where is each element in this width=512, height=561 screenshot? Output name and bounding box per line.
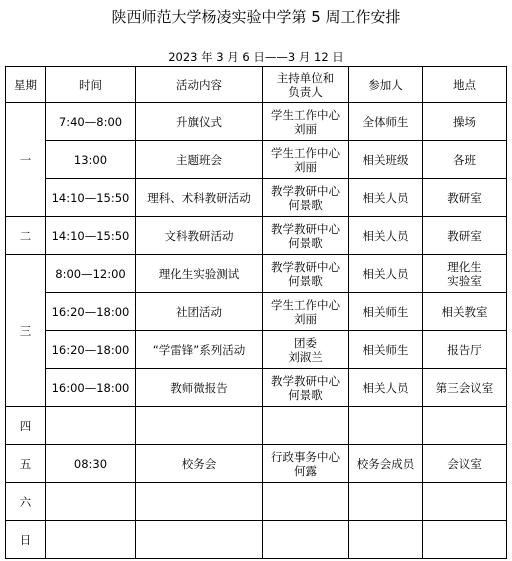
empty-cell [423,521,507,559]
empty-cell [46,483,136,521]
time-cell: 16:00—18:00 [46,369,136,407]
table-row [6,141,507,179]
attendees-cell: 相关人员 [349,179,423,217]
attendees-cell: 全体师生 [349,103,423,141]
host-cell [263,369,349,407]
table-row [6,331,507,369]
location-cell [423,255,507,293]
host-unit: 学生工作中心 [271,145,340,160]
header-host-line2: 负责人 [288,84,323,99]
attendees-cell: 校务会成员 [349,445,423,483]
location-cell: 操场 [423,103,507,141]
time-cell: 8:00—12:00 [46,255,136,293]
table-row [6,369,507,407]
day-cell-tuesday: 二 [6,217,46,255]
empty-cell [423,483,507,521]
header-day: 星期 [6,67,46,103]
content-cell: 校务会 [136,445,263,483]
table-row [6,217,507,255]
day-cell-friday: 五 [6,445,46,483]
attendees-cell: 相关师生 [349,293,423,331]
location-line2: 实验室 [447,273,482,288]
host-person: 刘丽 [294,121,317,136]
day-cell-wednesday: 三 [6,255,46,407]
empty-cell [263,407,349,445]
host-unit: 教学教研中心 [271,183,340,198]
host-person: 何景歌 [288,273,323,288]
location-cell: 相关教室 [423,293,507,331]
table-row [6,407,507,445]
page-title: 陕西师范大学杨凌实验中学第 5 周工作安排 [111,8,401,26]
day-cell-thursday: 四 [6,407,46,445]
empty-cell [263,483,349,521]
host-person: 刘丽 [294,159,317,174]
content-cell: 理科、术科教研活动 [136,179,263,217]
empty-cell [136,521,263,559]
header-content: 活动内容 [136,67,263,103]
content-cell: 主题班会 [136,141,263,179]
empty-cell [349,521,423,559]
empty-cell [136,407,263,445]
day-cell-saturday: 六 [6,483,46,521]
day-cell-sunday: 日 [6,521,46,559]
host-cell [263,179,349,217]
host-cell [263,293,349,331]
empty-cell [46,407,136,445]
host-unit: 教学教研中心 [271,373,340,388]
content-cell: 教师微报告 [136,369,263,407]
table-row [6,521,507,559]
attendees-cell: 相关人员 [349,369,423,407]
host-cell [263,331,349,369]
host-cell [263,445,349,483]
header-attendees: 参加人 [349,67,423,103]
host-person: 刘淑兰 [288,349,323,364]
empty-cell [349,407,423,445]
host-cell [263,217,349,255]
attendees-cell: 相关人员 [349,255,423,293]
table-row [6,293,507,331]
location-cell: 教研室 [423,217,507,255]
header-row [6,67,507,103]
location-cell: 各班 [423,141,507,179]
host-cell [263,103,349,141]
schedule-table [5,66,507,559]
time-cell: 14:10—15:50 [46,179,136,217]
host-person: 何露 [294,463,317,478]
host-unit: 学生工作中心 [271,297,340,312]
content-cell: “学雷锋”系列活动 [136,331,263,369]
time-cell: 16:20—18:00 [46,293,136,331]
table-row [6,255,507,293]
host-unit: 行政事务中心 [271,449,340,464]
day-cell-monday: 一 [6,103,46,217]
time-cell: 16:20—18:00 [46,331,136,369]
host-unit: 教学教研中心 [271,221,340,236]
content-cell: 文科教研活动 [136,217,263,255]
host-person: 何景歌 [288,387,323,402]
attendees-cell: 相关师生 [349,331,423,369]
table-row [6,179,507,217]
attendees-cell: 相关班级 [349,141,423,179]
location-cell: 会议室 [423,445,507,483]
content-cell: 社团活动 [136,293,263,331]
host-person: 何景歌 [288,197,323,212]
location-cell: 报告厅 [423,331,507,369]
time-cell: 13:00 [46,141,136,179]
location-cell: 教研室 [423,179,507,217]
empty-cell [136,483,263,521]
host-unit: 教学教研中心 [271,259,340,274]
table-row [6,445,507,483]
host-person: 刘丽 [294,311,317,326]
header-host [263,67,349,103]
table-row [6,103,507,141]
host-unit: 学生工作中心 [271,107,340,122]
empty-cell [46,521,136,559]
host-person: 何景歌 [288,235,323,250]
host-unit: 团委 [294,335,317,350]
time-cell: 14:10—15:50 [46,217,136,255]
table-row [6,483,507,521]
host-cell [263,141,349,179]
empty-cell [423,407,507,445]
content-cell: 理化生实验测试 [136,255,263,293]
content-cell: 升旗仪式 [136,103,263,141]
time-cell: 7:40—8:00 [46,103,136,141]
location-cell: 第三会议室 [423,369,507,407]
attendees-cell: 相关人员 [349,217,423,255]
header-location: 地点 [423,67,507,103]
location-line1: 理化生 [447,259,482,274]
header-time: 时间 [46,67,136,103]
date-range: 2023 年 3 月 6 日——3 月 12 日 [168,50,344,64]
empty-cell [263,521,349,559]
host-cell [263,255,349,293]
time-cell: 08:30 [46,445,136,483]
empty-cell [349,483,423,521]
header-host-line1: 主持单位和 [276,70,335,85]
